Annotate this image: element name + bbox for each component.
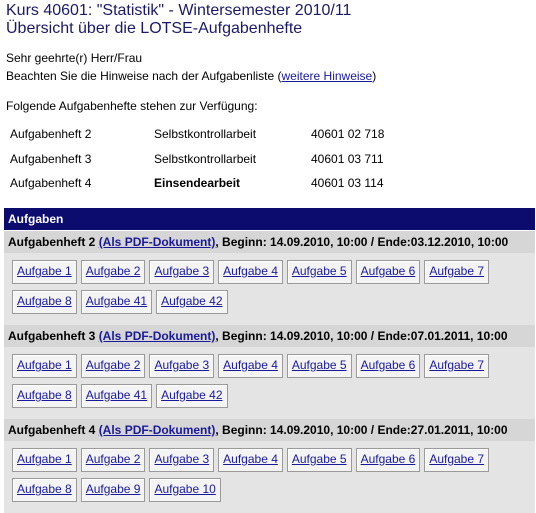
task-button[interactable]: Aufgabe 4 [218, 354, 283, 378]
heft-name: Aufgabenheft 2 [10, 127, 92, 141]
task-button[interactable]: Aufgabe 41 [81, 384, 152, 408]
page-title-line-2: Übersicht über die LOTSE-Aufgabenhefte [6, 20, 303, 37]
heft-code: 40601 02 718 [311, 127, 385, 141]
task-button[interactable]: Aufgabe 4 [218, 260, 283, 284]
task-button[interactable]: Aufgabe 7 [424, 448, 489, 472]
available-text: Folgende Aufgabenhefte stehen zur Verfügung: [6, 99, 258, 113]
task-section [4, 231, 535, 325]
task-button-row [12, 478, 221, 502]
task-button-row [12, 384, 228, 408]
task-button-row [12, 260, 489, 284]
task-button[interactable]: Aufgabe 2 [81, 354, 146, 378]
task-button[interactable]: Aufgabe 1 [12, 260, 77, 284]
section-header [4, 419, 535, 441]
heft-type: Einsendearbeit [154, 176, 241, 190]
pdf-document-link[interactable]: (Als PDF-Dokument) [98, 423, 216, 437]
task-button[interactable]: Aufgabe 2 [81, 448, 146, 472]
pdf-document-link[interactable]: (Als PDF-Dokument) [98, 235, 216, 249]
task-button[interactable]: Aufgabe 6 [356, 448, 421, 472]
task-button[interactable]: Aufgabe 9 [81, 478, 146, 502]
task-button[interactable]: Aufgabe 8 [12, 478, 77, 502]
heft-type: Selbstkontrollarbeit [154, 152, 257, 166]
heft-code: 40601 03 114 [311, 176, 384, 190]
page-title-line-1: Kurs 40601: "Statistik" - Wintersemester 2010/11 [6, 2, 352, 19]
task-button[interactable]: Aufgabe 3 [149, 260, 214, 284]
heft-code: 40601 03 711 [311, 152, 384, 166]
task-button[interactable]: Aufgabe 5 [287, 260, 352, 284]
task-button[interactable]: Aufgabe 6 [356, 354, 421, 378]
section-header [4, 325, 535, 347]
task-section [4, 325, 535, 419]
task-button[interactable]: Aufgabe 7 [424, 354, 489, 378]
section-dates: , Beginn: 14.09.2010, 10:00 / Ende:07.01.2011, 10:00 [215, 329, 508, 343]
tasks-header: Aufgaben [4, 208, 535, 230]
heft-name: Aufgabenheft 4 [10, 176, 92, 190]
hint-prefix: Beachten Sie die Hinweise nach der Aufgabenliste ( [6, 69, 282, 83]
task-button[interactable]: Aufgabe 42 [156, 384, 227, 408]
heft-row [10, 176, 530, 190]
hint-suffix: ) [372, 69, 377, 83]
task-button[interactable]: Aufgabe 3 [149, 448, 214, 472]
task-button[interactable]: Aufgabe 10 [149, 478, 220, 502]
task-button[interactable]: Aufgabe 5 [287, 354, 352, 378]
section-header [4, 231, 535, 253]
greeting-text: Sehr geehrte(r) Herr/Frau [6, 51, 143, 65]
hint-text [6, 69, 376, 83]
task-button[interactable]: Aufgabe 8 [12, 384, 77, 408]
task-button-row [12, 354, 489, 378]
section-dates: , Beginn: 14.09.2010, 10:00 / Ende:03.12.2010, 10:00 [215, 235, 509, 249]
task-button[interactable]: Aufgabe 3 [149, 354, 214, 378]
task-button[interactable]: Aufgabe 41 [81, 290, 152, 314]
task-button[interactable]: Aufgabe 1 [12, 448, 77, 472]
heft-name: Aufgabenheft 3 [10, 152, 92, 166]
heft-row [10, 152, 530, 166]
section-heft-name: Aufgabenheft 2 [8, 235, 96, 249]
section-body [4, 441, 535, 513]
page-title [6, 2, 351, 38]
task-button[interactable]: Aufgabe 6 [356, 260, 421, 284]
task-section [4, 419, 535, 513]
section-body [4, 347, 535, 419]
task-button[interactable]: Aufgabe 8 [12, 290, 77, 314]
section-heft-name: Aufgabenheft 3 [8, 329, 96, 343]
heft-type: Selbstkontrollarbeit [154, 127, 257, 141]
task-button[interactable]: Aufgabe 7 [424, 260, 489, 284]
section-heft-name: Aufgabenheft 4 [8, 423, 96, 437]
section-dates: , Beginn: 14.09.2010, 10:00 / Ende:27.01.2011, 10:00 [215, 423, 508, 437]
task-button-row [12, 448, 489, 472]
heft-row [10, 127, 530, 141]
task-button[interactable]: Aufgabe 4 [218, 448, 283, 472]
task-button[interactable]: Aufgabe 2 [81, 260, 146, 284]
pdf-document-link[interactable]: (Als PDF-Dokument) [98, 329, 216, 343]
task-button-row [12, 290, 228, 314]
further-hints-link[interactable]: weitere Hinweise [281, 69, 373, 83]
task-button[interactable]: Aufgabe 5 [287, 448, 352, 472]
task-button[interactable]: Aufgabe 1 [12, 354, 77, 378]
task-button[interactable]: Aufgabe 42 [156, 290, 227, 314]
section-body [4, 253, 535, 325]
